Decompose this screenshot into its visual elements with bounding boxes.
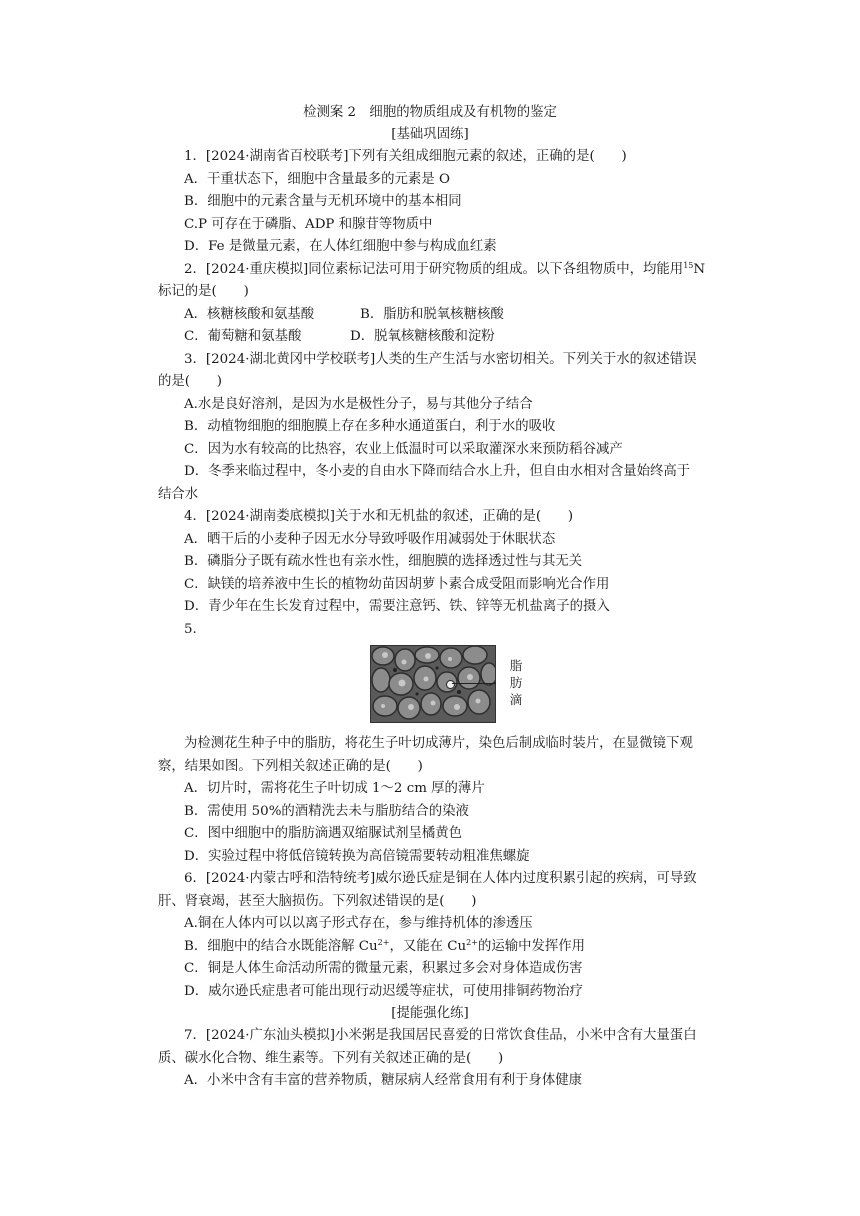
figure-label-char-1: 脂 [509,658,523,673]
question-5-option-b: B．需使用 50%的酒精洗去未与脂肪结合的染液 [184,803,469,819]
question-6-stem-cont: 肝、肾衰竭，甚至大脑损伤。下列叙述错误的是( ) [158,893,477,909]
question-4-option-b: B．磷脂分子既有疏水性也有亲水性，细胞膜的选择透过性与其无关 [184,554,583,569]
worksheet [158,100,706,1093]
question-2-option-c: C．葡萄糖和氨基酸 [184,329,302,344]
question-6-option-b-part1: B．细胞中的结合水既能溶解 Cu [184,938,378,954]
question-5-number: 5. [184,621,197,637]
question-1-option-a: A．干重状态下，细胞中含量最多的元素是 O [184,171,450,187]
micrograph-image [370,645,496,723]
question-6-stem: 6．[2024·内蒙古呼和浩特统考]威尔逊氏症是铜在人体内过度积累引起的疾病，可导致 [184,871,697,886]
question-2-stem-cont: 标记的是( ) [158,284,249,299]
question-5-option-a: A．切片时，需将花生子叶切成 1～2 cm 厚的薄片 [184,781,485,796]
question-4-option-a: A．晒干后的小麦种子因无水分导致呼吸作用减弱处于休眠状态 [184,531,556,547]
question-3-option-c: C．因为水有较高的比热容，农业上低温时可以采取灌深水来预防稻谷减产 [184,441,623,457]
question-6-option-b-part2: ，又能在 Cu [389,938,467,954]
question-1-option-c: C.P 可存在于磷脂、ADP 和腺苷等物质中 [184,216,433,232]
question-1-option-b: B．细胞中的元素含量与无机环境中的基本相同 [184,194,462,209]
ion-charge-superscript: 2+ [377,937,390,947]
question-6-option-d: D．威尔逊氏症患者可能出现行动迟缓等症状，可使用排铜药物治疗 [184,983,584,999]
page-title: 检测案 2 细胞的物质组成及有机物的鉴定 [303,105,557,120]
question-3-option-b: B．动植物细胞的细胞膜上存在多种水通道蛋白，利于水的吸收 [184,419,556,434]
question-3-option-d-cont: 结合水 [158,486,199,502]
question-5-stem-cont: 察，结果如图。下列相关叙述正确的是( ) [158,758,423,774]
figure-label-char-2: 肪 [509,675,523,690]
question-5-figure [158,645,702,727]
question-2-stem [158,259,706,282]
question-4-option-d: D．青少年在生长发育过程中，需要注意钙、铁、锌等无机盐离子的摄入 [184,599,610,614]
question-1-option-d: D．Fe 是微量元素，在人体红细胞中参与构成血红素 [184,239,497,254]
question-7-option-a: A．小米中含有丰富的营养物质，糖尿病人经常食用有利于身体健康 [184,1073,582,1088]
question-3-option-a: A.水是良好溶剂，是因为水是极性分子，易与其他分子结合 [184,396,533,412]
question-2-options-row-2 [158,326,702,349]
question-2-options-row-1 [158,304,702,327]
question-6-option-b-part3: 的运输中发挥作用 [477,938,586,954]
question-5-stem: 为检测花生种子中的脂肪，将花生子叶切成薄片，染色后制成临时装片，在显微镜下观 [184,736,693,751]
fat-droplet-marker [446,680,455,689]
question-6-option-a: A.铜在人体内可以以离子形式存在，参与维持机体的渗透压 [184,916,533,931]
section-heading-advanced: [提能强化练] [391,1006,469,1021]
question-2-option-a: A．核糖核酸和氨基酸 [184,306,315,322]
question-3-stem: 3．[2024·湖北黄冈中学校联考]人类的生产生活与水密切相关。下列关于水的叙述错误 [184,351,697,367]
question-5-option-d: D．实验过程中将低倍镜转换为高倍镜需要转动粗准焦螺旋 [184,848,530,864]
isotope-superscript: 15 [683,260,694,270]
section-heading-basic: [基础巩固练] [391,127,469,142]
question-6-option-b [158,936,702,959]
label-leader-line [452,683,496,684]
isotope-symbol: N [693,261,706,277]
question-7-stem: 7．[2024·广东汕头模拟]小米粥是我国居民喜爱的日常饮食佳品，小米中含有大量蛋白 [184,1028,697,1043]
micrograph-cells [371,646,495,722]
question-5-option-c: C．图中细胞中的脂肪滴遇双缩脲试剂呈橘黄色 [184,826,463,841]
question-3-stem-cont: 的是( ) [158,374,223,389]
question-4-stem: 4．[2024·湖南娄底模拟]关于水和无机盐的叙述，正确的是( ) [184,509,574,524]
question-4-option-c: C．缺镁的培养液中生长的植物幼苗因胡萝卜素合成受阻而影响光合作用 [184,576,610,592]
question-6-option-c: C．铜是人体生命活动所需的微量元素，积累过多会对身体造成伤害 [184,961,583,976]
figure-label [508,657,524,708]
question-2-stem-text: 2．[2024·重庆模拟]同位素标记法可用于研究物质的组成。以下各组物质中，均能用 [184,261,684,277]
question-1-stem: 1．[2024·湖南省百校联考]下列有关组成细胞元素的叙述，正确的是( ) [184,149,627,164]
question-2-option-d: D．脱氧核糖核酸和淀粉 [350,329,495,344]
question-7-stem-cont: 质、碳水化合物、维生素等。下列有关叙述正确的是( ) [158,1050,504,1066]
question-2-option-b: B．脂肪和脱氧核糖核酸 [360,306,504,322]
figure-label-char-3: 滴 [509,692,523,707]
ion-charge-superscript: 2+ [466,937,478,947]
question-3-option-d: D．冬季来临过程中，冬小麦的自由水下降而结合水上升，但自由水相对含量始终高于 [184,464,691,479]
